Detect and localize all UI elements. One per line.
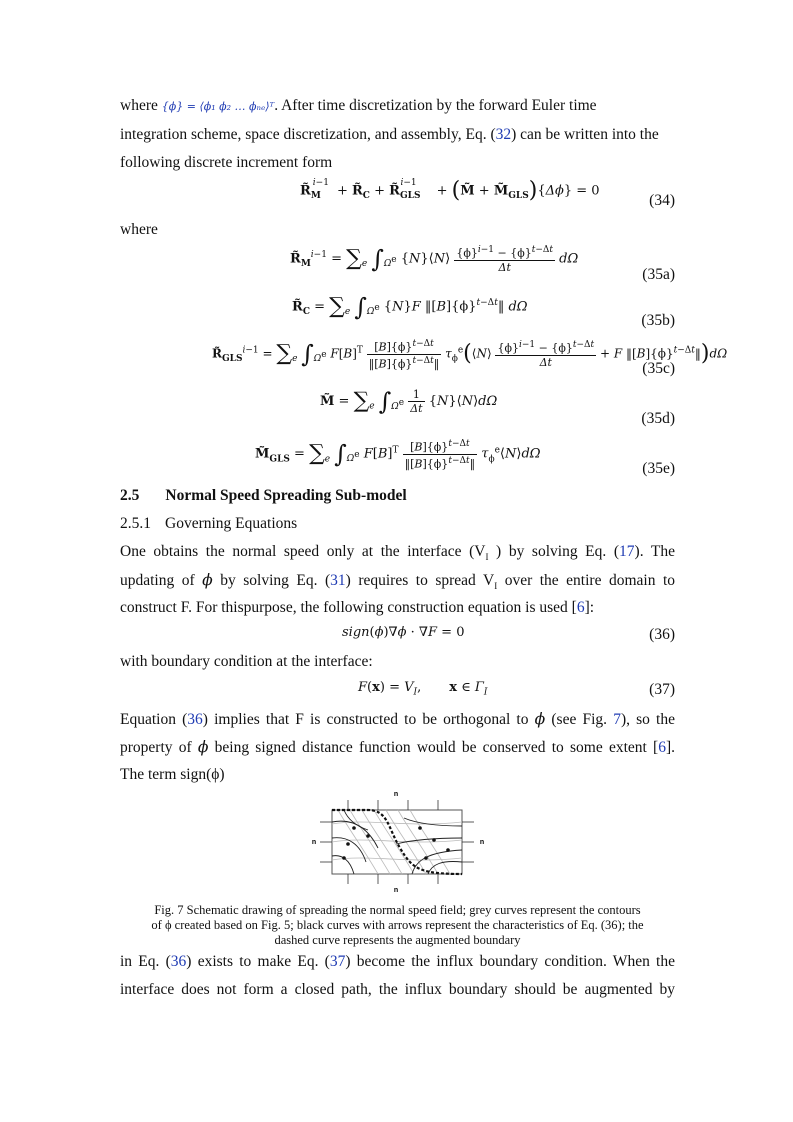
- subsection-heading: 2.5.1 Governing Equations: [120, 515, 298, 532]
- citation-link[interactable]: 6: [576, 599, 585, 616]
- equation-number: (35c): [642, 360, 675, 377]
- equation-34-body: $R̃_M^{i-1}+$ $R̃_C$ + $R̃_{GLS}^{i-1}+$ (M̃ + $M̃_{GLS})\{\Delta\phi\} = 0$: [300, 177, 600, 203]
- equation-35b-body: $R̃_C = \sum_e$ $\int_{\Omega^e}$ {N}F $‖[B]\{\phi\}^{t-\Delta t}‖$ dΩ: [292, 292, 528, 321]
- equation-37-body: $F(x) = V_I$, x ∈ $\Gamma_I$: [358, 680, 488, 698]
- text-line: interface does not form a closed path, the influx boundary should be augmented by: [120, 981, 675, 998]
- equation-35c: [120, 338, 728, 378]
- equation-number: (35e): [642, 460, 675, 477]
- normal-label-left: n: [311, 839, 317, 846]
- normal-label-bottom: n: [393, 887, 399, 892]
- equation-34: [120, 178, 675, 208]
- eq-ref-link[interactable]: 31: [330, 572, 346, 589]
- equation-number: (37): [649, 681, 675, 698]
- normal-label-top: n: [393, 791, 399, 798]
- equation-35d: [120, 388, 675, 428]
- figure-ref-link[interactable]: 7: [613, 711, 621, 728]
- equation-number: (35a): [642, 266, 675, 283]
- text-line: One obtains the normal speed only at the interface ($V_I$ ) by solving Eq. (17). The: [120, 543, 676, 563]
- text-line: where: [120, 221, 158, 238]
- equation-number: (35d): [641, 410, 675, 427]
- eq-ref-link[interactable]: 32: [495, 126, 512, 143]
- equation-number: (36): [649, 626, 675, 643]
- text-line: in Eq. (36) exists to make Eq. (37) become the influx boundary condition. When the: [120, 953, 675, 970]
- equation-37: [120, 679, 675, 709]
- eq-ref-link[interactable]: 37: [329, 953, 346, 970]
- citation-link[interactable]: 6: [658, 739, 666, 756]
- text-line: construct F. For thispurpose, the following construction equation is used [6]:: [120, 599, 595, 616]
- equation-36: [120, 624, 675, 654]
- equation-35e: [120, 438, 675, 478]
- eq-ref-link[interactable]: 36: [187, 711, 203, 728]
- equation-35e-body: $M̃_{GLS} = \sum_e$ $\int_{\Omega^e}$ $F[B]^T$ $\frac{[B]\{\phi\}^{t-\Delta t}}{‖[B]\{\phi\}^{t-\Delta t}‖}$ $\tau_\phi^e⟨N⟩d\Omega$: [255, 439, 541, 471]
- equation-35c-body: $R̃_{GLS}^{i-1} = \sum_e$ $\int_{\Omega^e}$ $F[B]^T$ $\frac{[B]\{\phi\}^{t-\Delta t}}{‖[B]\{\phi\}^{t-\Delta t}‖}$ $\tau_\phi^e(⟨N⟩$ $\frac{\{\phi\}^{i-1} - \{\phi\}^{t-\Delta t}}{\Delta t}$ + F $‖[B]\{\phi\}^{t-\Delta t}‖)d\Omega$: [212, 339, 728, 371]
- text-line: Equation (36) implies that F is constructed to be orthogonal to ϕ (see Fig. 7), so the: [120, 710, 675, 728]
- text-line: The term sign(ϕ): [120, 766, 225, 783]
- equation-36-body: sign(ϕ)∇ϕ · ∇F = 0: [342, 625, 465, 640]
- text-line: following discrete increment form: [120, 154, 333, 171]
- text-line: property of ϕ being signed distance function would be conserved to some extent [6].: [120, 738, 675, 756]
- equation-35a: [120, 244, 675, 284]
- eq-ref-link[interactable]: 17: [619, 543, 635, 560]
- text-line: updating of ϕ by solving Eq. (31) requires to spread $V_I$ over the entire domain to: [120, 571, 676, 592]
- normal-label-right: n: [479, 839, 485, 846]
- section-heading: 2.5 Normal Speed Spreading Sub-model: [120, 487, 407, 504]
- text-line: where {ϕ} = ⟨ϕ₁ ϕ₂ … ϕₙₑ⟩ᵀ. After time discretization by the forward Euler time: [120, 97, 597, 114]
- equation-35a-body: $R̃_M^{i-1} = \sum_e$ $\int_{\Omega^e}$ {N}⟨N⟩ $\frac{\{\phi\}^{i-1} - \{\phi\}^{t-\Delta t}}{\Delta t}$ dΩ: [290, 244, 579, 274]
- text-line: with boundary condition at the interface:: [120, 653, 373, 670]
- text-line: integration scheme, space discretization, and assembly, Eq. (32) can be written into the: [120, 126, 659, 143]
- equation-number: (35b): [641, 312, 675, 329]
- eq-ref-link[interactable]: 36: [170, 953, 187, 970]
- figure-7: [308, 788, 488, 892]
- equation-35b: [120, 294, 675, 330]
- equation-35d-body: M̃ = $\sum_e$ $\int_{\Omega^e}$ $\frac{1}{\Delta t}$ {N}⟨N⟩dΩ: [320, 387, 498, 416]
- figure-caption: Fig. 7 Schematic drawing of spreading the normal speed field; grey curves represent the contours of ϕ created based on Fig. 5; black curves with arrows represent the characteristics of Eq. (36); the dashed curve represents the augmented boundary: [151, 903, 644, 947]
- equation-number: (34): [649, 192, 675, 209]
